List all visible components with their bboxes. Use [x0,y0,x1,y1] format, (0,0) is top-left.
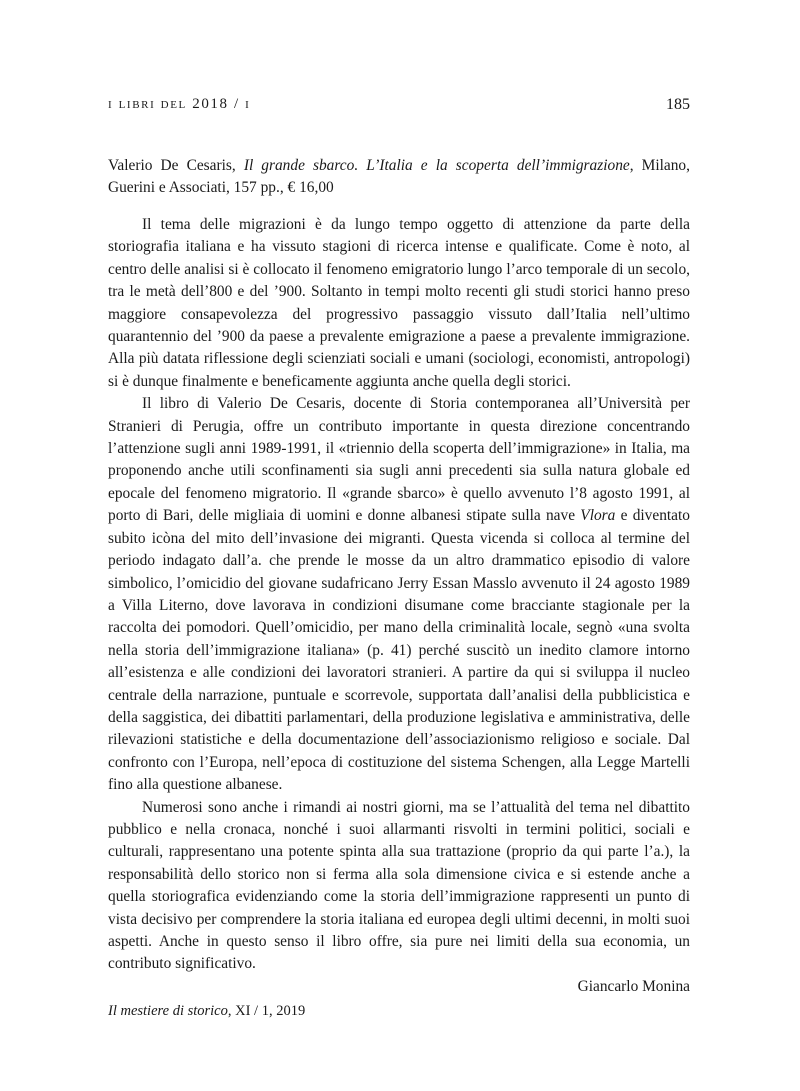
ship-name: Vlora [580,507,616,525]
running-head: i libri del 2018 / i [108,96,251,112]
journal-name: Il mestiere di storico [108,1003,228,1019]
book-citation [108,155,690,199]
page-number: 185 [666,96,690,113]
page-header [108,96,690,118]
citation-author: Valerio De Cesaris, [108,157,244,174]
page-footer [108,1003,305,1020]
review-paragraph-2 [108,393,690,796]
review-body [108,214,690,998]
paragraph-2-text-a: Il libro di Valerio De Cesaris, docente di Storia contemporanea all’Università per Stranieri di Perugia, offre un contributo importante in questa direzione concentrando l’attenzione sugli anni 1989-1991, il «triennio della scoperta dell’immigrazione» in Italia, ma proponendo anche utili sconfinamenti sia sugli anni precedenti sia sulla natura globale ed epocale del fenomeno migratorio. Il «grande sbarco» è quello avvenuto l’8 agosto 1991, al porto di Bari, delle migliaia di uomini e donne albanesi stipate sulla nave [108,395,690,525]
review-paragraph-3: Numerosi sono anche i rimandi ai nostri giorni, ma se l’attualità del tema nel dibattito pubblico e nella cronaca, nonché i suoi allarmanti risvolti in termini politici, sociali e culturali, rappresentano una potente spinta alla sua trattazione (proprio da qui parte l’a.), la responsabilità dello storico non si ferma alla sola dimensione civica e si estende anche a quella storiografica evidenziando come la storia dell’immigrazione rappresenti un punto di vista decisivo per comprendere la storia italiana ed europea degli ultimi decenni, in molti suoi aspetti. Anche in questo senso il libro offre, sia pure nei limiti della sua economia, un contributo significativo. [108,798,690,973]
citation-title: Il grande sbarco. L’Italia e la scoperta dell’immigrazione [243,157,630,174]
journal-issue: , XI / 1, 2019 [227,1003,306,1019]
review-paragraph-1: Il tema delle migrazioni è da lungo tempo oggetto di attenzione da parte della storiografia italiana e ha vissuto stagioni di ricerca intense e qualificate. Come è noto, al centro delle analisi si è collocato il fenomeno emigratorio lungo l’arco temporale di un secolo, tra le metà dell’800 e del ’900. Soltanto in tempi molto recenti gli studi storici hanno preso maggiore consapevolezza del progressivo passaggio vissuto dall’Italia nell’ultimo quarantennio del ’900 da paese a prevalente emigrazione a paese a prevalente immigrazione. Alla più datata riflessione degli scienziati sociali e umani (sociologi, economisti, antropologi) si è dunque finalmente e beneficamente aggiunta anche quella degli storici. [108,216,690,390]
reviewer-signature: Giancarlo Monina [577,977,690,995]
paragraph-2-text-b: e diventato subito icòna del mito dell’invasione dei migranti. Questa vicenda si colloca al termine del periodo indagato dall’a. che prende le mosse da un altro drammatico episodio di valore simbolico, l’omicidio del giovane sudafricano Jerry Essan Masslo avvenuto il 24 agosto 1989 a Villa Literno, dove lavorava in condizioni disumane come bracciante stagionale per la raccolta dei pomodori. Quell’omicidio, per mano della criminalità locale, segnò «una svolta nella storia dell’immigrazione italiana» (p. 41) perché suscitò un inedito clamore intorno all’esistenza e alle condizioni dei lavoratori stranieri. A partire da qui si sviluppa il nucleo centrale della narrazione, puntuale e scorrevole, supportata dall’analisi della pubblicistica e della saggistica, dei dibattiti parlamentari, della produzione legislativa e amministrativa, delle rilevazioni statistiche e della documentazione dell’associazionismo religioso e sociale. Dal confronto con l’Europa, nell’epoca di costituzione del sistema Schengen, alla Legge Martelli fino alla questione albanese. [108,507,690,794]
citation-publisher: , Milano, Guerini e Associati, 157 pp., € 16,00 [108,157,690,196]
